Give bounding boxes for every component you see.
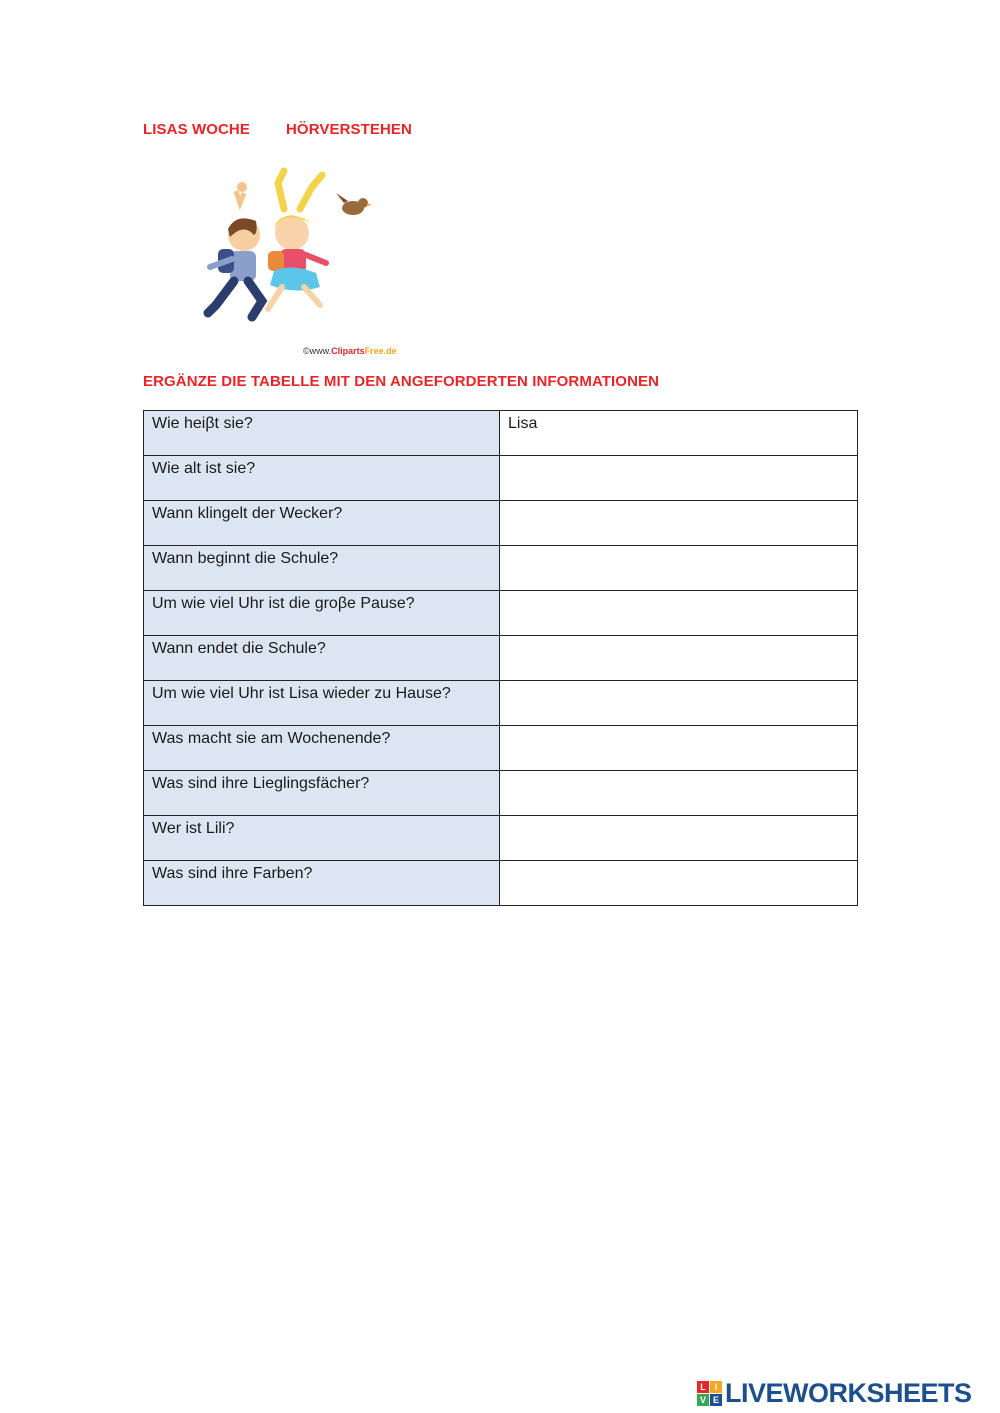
boy-figure [208, 182, 262, 317]
worksheet-title: LISAS WOCHE [143, 121, 250, 138]
question-cell: Wann endet die Schule? [144, 636, 500, 681]
answer-field[interactable] [500, 861, 858, 906]
answer-field[interactable] [500, 456, 858, 501]
answer-field[interactable] [500, 636, 858, 681]
table-row [144, 591, 858, 636]
question-cell: Wann beginnt die Schule? [144, 546, 500, 591]
answer-field[interactable] [500, 501, 858, 546]
question-answer-table [143, 410, 858, 906]
bird-icon [336, 193, 372, 215]
table-row [144, 546, 858, 591]
table-row [144, 456, 858, 501]
logo-text: LIVEWORKSHEETS [725, 1377, 972, 1408]
answer-field[interactable] [500, 681, 858, 726]
table-row [144, 636, 858, 681]
logo-blocks-icon: L I V E [697, 1381, 722, 1406]
answer-field[interactable] [500, 726, 858, 771]
liveworksheets-logo [697, 1378, 972, 1408]
table-row [144, 726, 858, 771]
question-cell: Was sind ihre Lieglingsfächer? [144, 771, 500, 816]
children-running-image [196, 163, 376, 323]
question-cell: Wann klingelt der Wecker? [144, 501, 500, 546]
instruction-heading: ERGÄNZE DIE TABELLE MIT DEN ANGEFORDERTEN INFORMATIONEN [143, 373, 660, 390]
question-cell: Wie alt ist sie? [144, 456, 500, 501]
worksheet-subtitle: HÖRVERSTEHEN [286, 121, 412, 138]
question-cell: Was macht sie am Wochenende? [144, 726, 500, 771]
answer-field[interactable] [500, 816, 858, 861]
answer-field[interactable]: Lisa [500, 411, 858, 456]
question-cell: Wie heiβt sie? [144, 411, 500, 456]
table-row [144, 411, 858, 456]
question-cell: Wer ist Lili? [144, 816, 500, 861]
girl-figure [268, 171, 326, 309]
question-cell: Was sind ihre Farben? [144, 861, 500, 906]
table-row [144, 501, 858, 546]
question-cell: Um wie viel Uhr ist Lisa wieder zu Hause? [144, 681, 500, 726]
answer-field[interactable] [500, 771, 858, 816]
answer-field[interactable] [500, 591, 858, 636]
image-credit: ©www.ClipartsFree.de [303, 346, 397, 356]
question-cell: Um wie viel Uhr ist die groβe Pause? [144, 591, 500, 636]
answer-field[interactable] [500, 546, 858, 591]
table-row [144, 681, 858, 726]
table-row [144, 861, 858, 906]
table-row [144, 816, 858, 861]
table-row [144, 771, 858, 816]
